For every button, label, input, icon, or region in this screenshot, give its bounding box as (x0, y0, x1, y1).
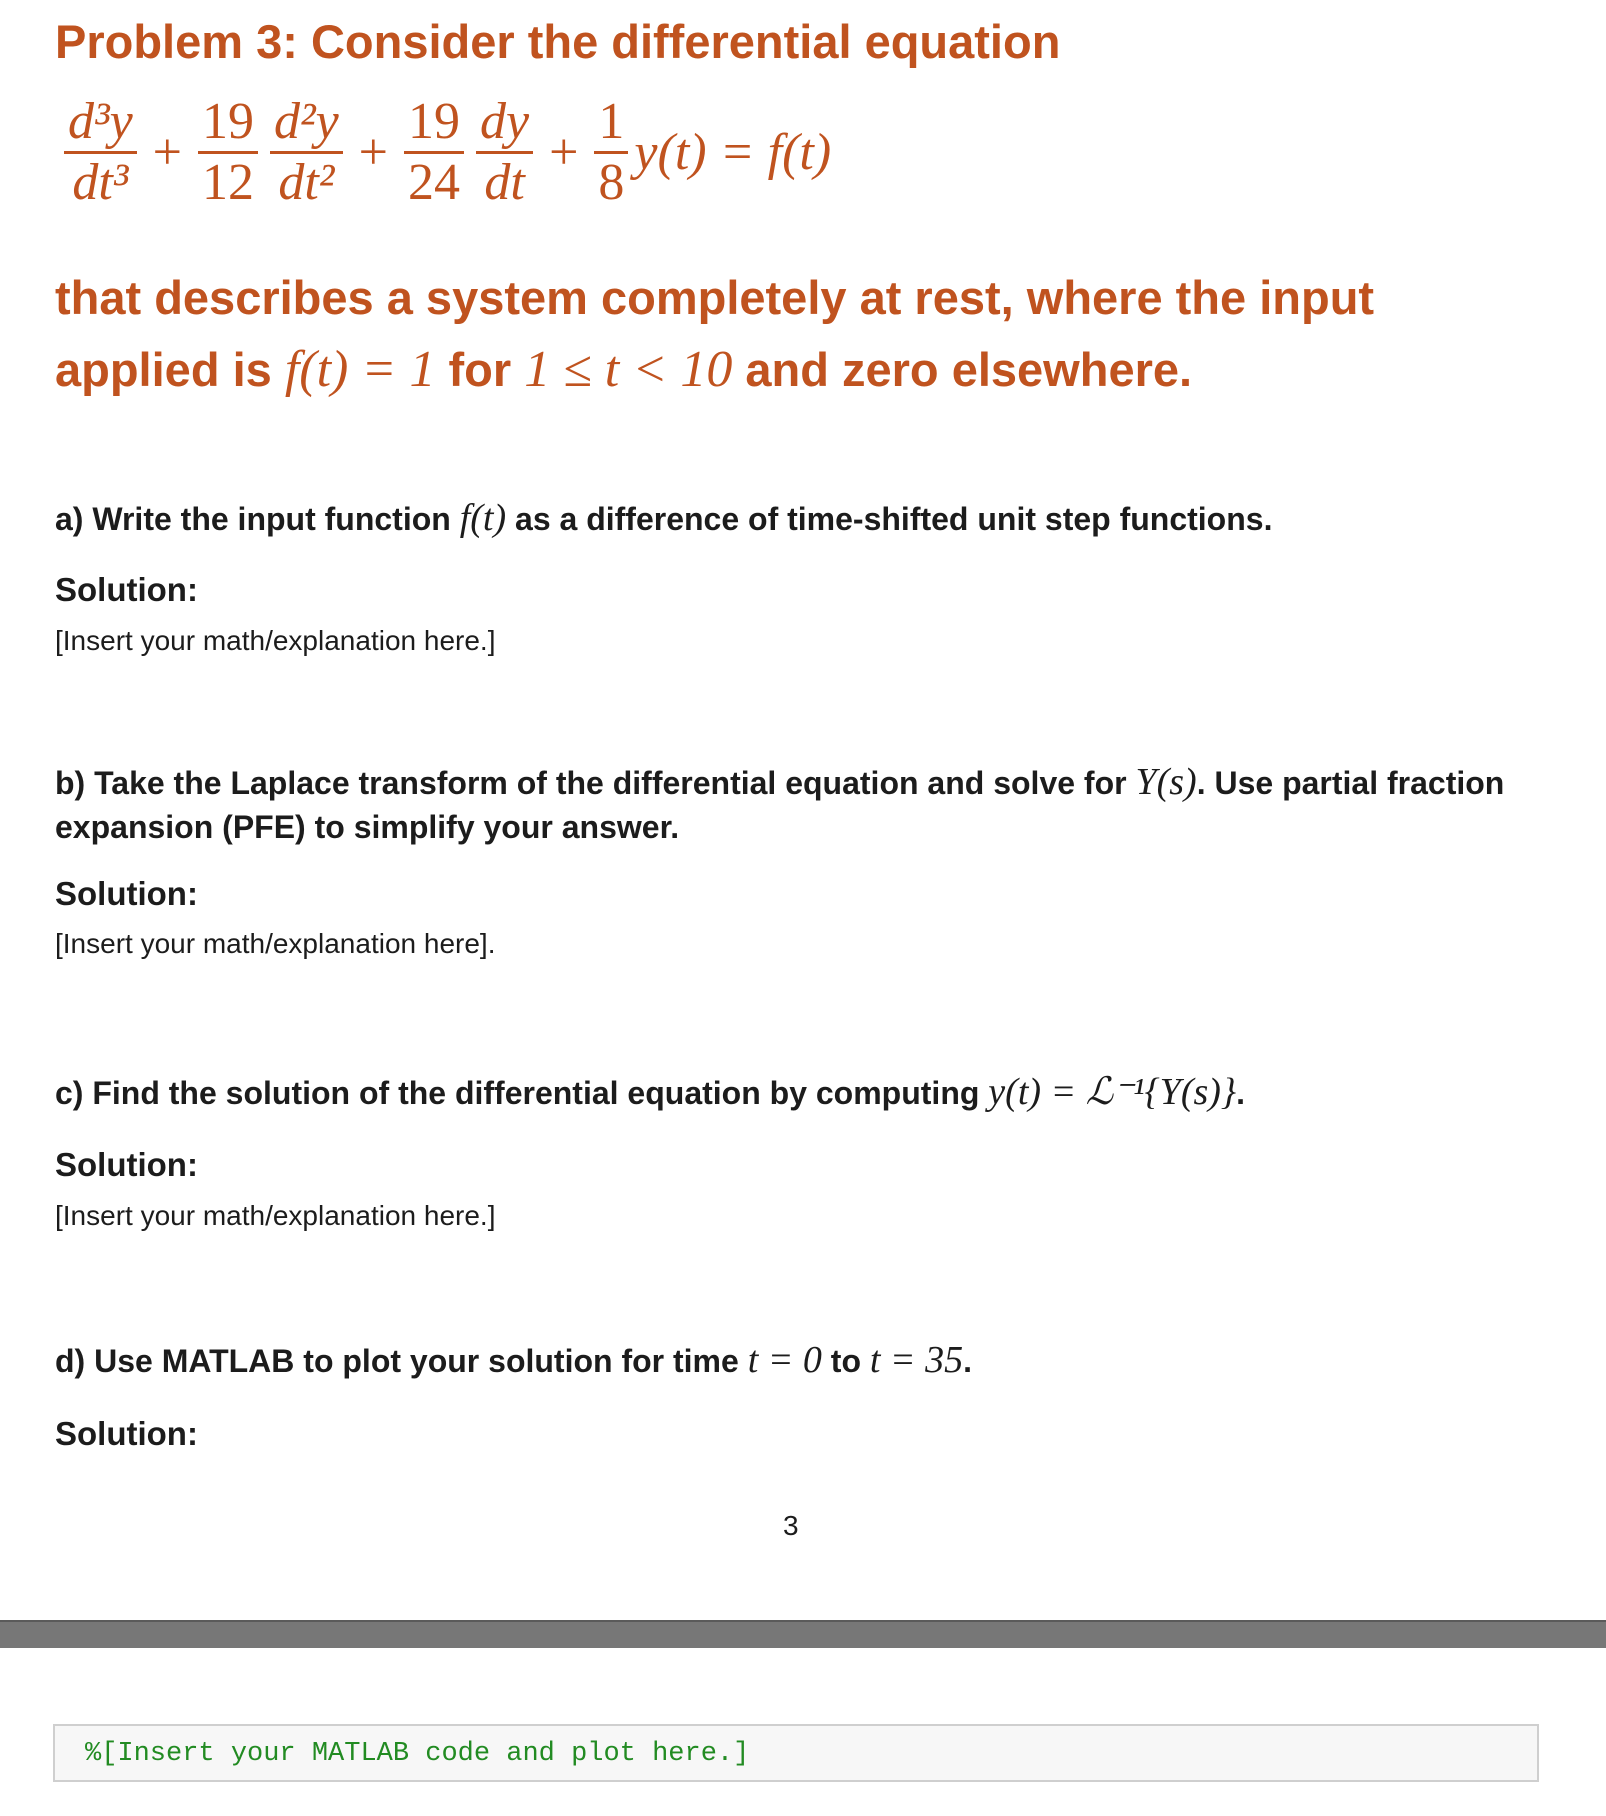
input-function-math: f(t) = 1 (284, 341, 436, 398)
question-c: c) Find the solution of the differential equation by computing y(t) = ℒ⁻¹{Y(s)}. (55, 1071, 1246, 1113)
solution-label-c: Solution: (55, 1146, 198, 1183)
coef-19-24: $\frac{19}{24}$ (404, 93, 464, 212)
placeholder-c[interactable]: [Insert your math/explanation here.] (55, 1200, 496, 1231)
question-b: b) Take the Laplace transform of the differential equation and solve for Y(s). Use partial fraction expansion (PFE) to simplify your answer. (55, 761, 1505, 845)
question-a: a) Write the input function f(t) as a difference of time-shifted unit step functions. (55, 497, 1273, 539)
placeholder-a[interactable]: [Insert your math/explanation here.] (55, 625, 496, 656)
term-third-derivative: $\frac{\text{d³y}}{\text{dt³}}$ (64, 93, 137, 212)
differential-equation (58, 82, 831, 222)
page-number: 3 (783, 1510, 799, 1541)
page-separator (0, 1620, 1606, 1648)
time-range-math: 1 ≤ t < 10 (524, 341, 733, 398)
code-comment[interactable]: %[Insert your MATLAB code and plot here.] (85, 1739, 750, 1769)
coef-1-8: $\frac{1}{8}$ (594, 93, 628, 212)
matlab-code-cell[interactable] (53, 1724, 1539, 1782)
problem-intro: that describes a system completely at rest, where the input applied is f(t) = 1 for 1 ≤ t < 10 and zero elsewhere. (55, 271, 1375, 398)
placeholder-b[interactable]: [Insert your math/explanation here]. (55, 928, 496, 959)
solution-label-d: Solution: (55, 1415, 198, 1452)
term-first-derivative: $\frac{dy}{dt}$ (476, 93, 533, 212)
plus-sign: + (358, 123, 388, 181)
question-d: d) Use MATLAB to plot your solution for time t = 0 to t = 35. (55, 1339, 972, 1381)
plus-sign: + (549, 123, 579, 181)
equation-rhs: y(t) = f(t) (634, 123, 832, 181)
problem-title: Problem 3: Consider the differential equation (55, 15, 1061, 68)
solution-label-b: Solution: (55, 875, 198, 912)
term-second-derivative: $\frac{\text{d²y}}{\text{dt²}}$ (270, 93, 343, 212)
coef-19-12: $\frac{19}{12}$ (198, 93, 258, 212)
solution-label-a: Solution: (55, 571, 198, 608)
plus-sign: + (152, 123, 182, 181)
